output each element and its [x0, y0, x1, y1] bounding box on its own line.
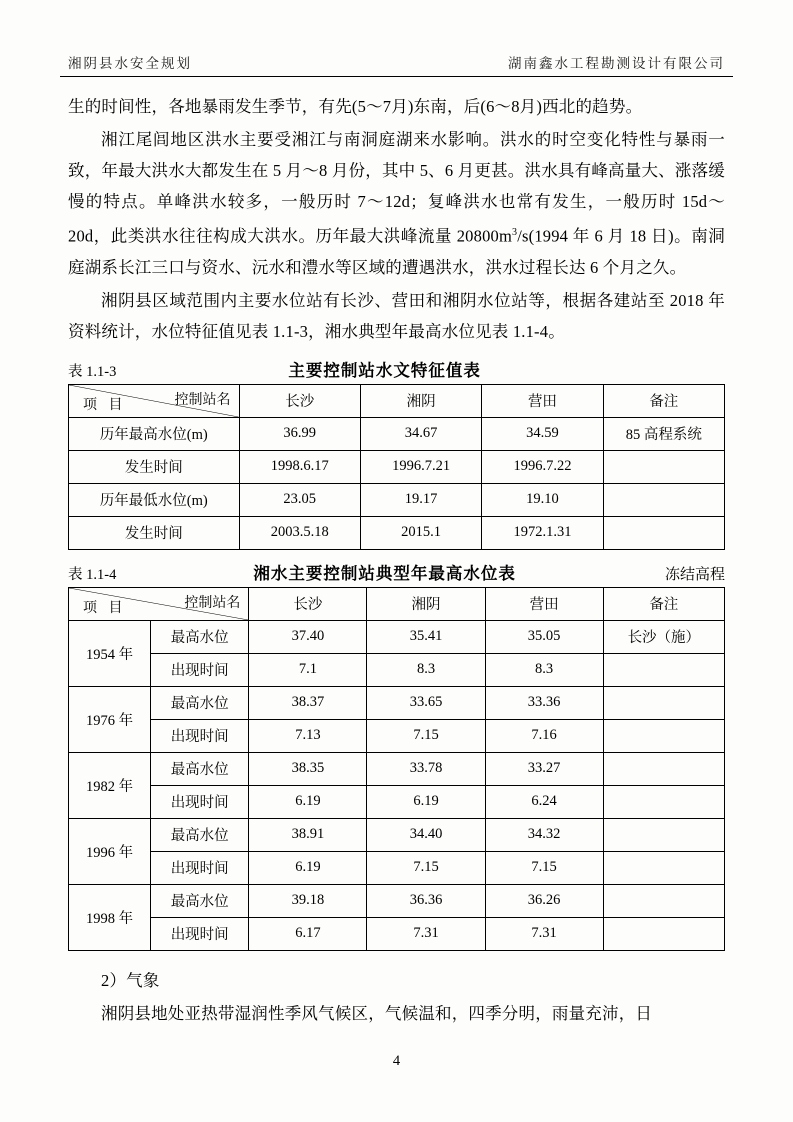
cell: [603, 752, 724, 785]
cell: 1972.1.31: [482, 516, 603, 549]
cell: [603, 818, 724, 851]
table-1-1-3-corner-header: [69, 384, 240, 417]
cell: 6.19: [249, 785, 367, 818]
paragraph-2-post: /s(1994 年 6 月 18 日)。南洞庭湖系长江三口与资水、沅水和澧水等区域的遭遇洪水，洪水过程长达 6 个月之久。: [68, 226, 725, 277]
cell: 34.32: [485, 818, 603, 851]
row-label: 最高水位: [151, 884, 249, 917]
table-1-1-3-title: 主要控制站水文特征值表: [288, 360, 481, 380]
corner-bottom-label: 项 目: [83, 397, 127, 413]
cell: [603, 917, 724, 950]
year-label: 1982 年: [69, 752, 151, 818]
table-1-1-4-title: 湘水主要控制站典型年最高水位表: [253, 563, 516, 583]
cell: [603, 785, 724, 818]
paragraph-3: 湘阴县区域范围内主要水位站有长沙、营田和湘阴水位站等，根据各建站至 2018 年资料统计，水位特征值见表 1.1-3，湘水典型年最高水位见表 1.1-4。: [68, 290, 725, 341]
cell: 1996.7.21: [360, 450, 481, 483]
table-1-1-4-corner-header: [69, 587, 249, 620]
row-label: 出现时间: [151, 653, 249, 686]
cell: [603, 851, 724, 884]
table-row: [69, 587, 725, 620]
table-1-1-4-number: 表 1.1-4: [68, 566, 117, 583]
cell: 6.24: [485, 785, 603, 818]
table-1-1-4-col-header-3: 营田: [485, 587, 603, 620]
row-label: 发生时间: [69, 516, 240, 549]
year-label: 1996 年: [69, 818, 151, 884]
cell: 23.05: [239, 483, 360, 516]
table-1-1-4-col-header-4: 备注: [603, 587, 724, 620]
table-row: [69, 851, 725, 884]
cell: 38.91: [249, 818, 367, 851]
cell: 36.26: [485, 884, 603, 917]
row-label: 出现时间: [151, 851, 249, 884]
cell: 36.99: [239, 417, 360, 450]
corner-bottom-label: 项 目: [83, 600, 127, 616]
header-left-text: 湘阴县水安全规划: [68, 56, 192, 71]
table-1-1-4-caption: [68, 560, 725, 584]
paragraph-1: 生的时间性，各地暴雨发生季节，有先(5～7月)东南，后(6～8月)西北的趋势。: [68, 97, 643, 116]
row-label: 历年最高水位(m): [69, 417, 240, 450]
table-1-1-3-col-header-2: 湘阴: [360, 384, 481, 417]
paragraph-2-pre: 湘江尾闾地区洪水主要受湘江与南洞庭湖来水影响。洪水的时空变化特性与暴雨一致，年最大洪水大都发生在 5 月～8 月份，其中 5、6 月更甚。洪水具有峰高量大、涨落缓慢的特点。单峰洪水较多，一般历时 7～12d；复峰洪水也常有发生，一般历时 15d～20d，此类洪水往往构成大洪水。历年最大洪峰流量 20800m: [68, 130, 725, 246]
cell: 35.05: [485, 620, 603, 653]
table-1-1-3-col-header-4: 备注: [603, 384, 724, 417]
table-1-1-4: [68, 587, 725, 951]
table-row: [69, 884, 725, 917]
row-label: 历年最低水位(m): [69, 483, 240, 516]
table-row: [69, 785, 725, 818]
year-label: 1998 年: [69, 884, 151, 950]
paragraph-2: [68, 124, 725, 283]
cell: [603, 884, 724, 917]
table-row: [69, 917, 725, 950]
row-label: 出现时间: [151, 785, 249, 818]
cell: 7.1: [249, 653, 367, 686]
corner-top-label: 控制站名: [174, 392, 231, 408]
section-heading-qixiang: 2）气象: [101, 970, 160, 990]
cell: 6.19: [367, 785, 485, 818]
cell: 33.65: [367, 686, 485, 719]
row-label: 最高水位: [151, 620, 249, 653]
cell: 33.36: [485, 686, 603, 719]
corner-top-label: 控制站名: [184, 595, 241, 611]
cell: 19.17: [360, 483, 481, 516]
cell: 6.17: [249, 917, 367, 950]
cell: 7.13: [249, 719, 367, 752]
table-row: [69, 818, 725, 851]
row-label: 最高水位: [151, 752, 249, 785]
table-row: [69, 450, 725, 483]
paragraph-2-superscript: 3: [512, 227, 518, 238]
cell: 37.40: [249, 620, 367, 653]
cell: 34.40: [367, 818, 485, 851]
table-1-1-4-col-header-1: 长沙: [249, 587, 367, 620]
cell: 7.15: [367, 719, 485, 752]
cell: 36.36: [367, 884, 485, 917]
table-row: [69, 653, 725, 686]
table-1-1-3-col-header-3: 营田: [482, 384, 603, 417]
cell: 8.3: [485, 653, 603, 686]
row-label: 出现时间: [151, 719, 249, 752]
cell: 38.35: [249, 752, 367, 785]
cell: [603, 653, 724, 686]
table-row: [69, 719, 725, 752]
cell: 34.59: [482, 417, 603, 450]
cell: [603, 516, 724, 549]
cell: [603, 483, 724, 516]
cell: 19.10: [482, 483, 603, 516]
table-row: [69, 384, 725, 417]
year-label: 1976 年: [69, 686, 151, 752]
table-1-1-3: [68, 384, 725, 550]
cell: 2015.1: [360, 516, 481, 549]
table-1-1-3-caption: [68, 357, 725, 381]
cell: 34.67: [360, 417, 481, 450]
page-number: 4: [392, 1053, 401, 1069]
page-content: [60, 91, 733, 1029]
cell: 长沙（施）: [603, 620, 724, 653]
table-row: [69, 620, 725, 653]
cell: 6.19: [249, 851, 367, 884]
row-label: 最高水位: [151, 818, 249, 851]
page-header: [60, 52, 733, 76]
cell: 39.18: [249, 884, 367, 917]
cell: 2003.5.18: [239, 516, 360, 549]
cell: 38.37: [249, 686, 367, 719]
cell: 7.15: [367, 851, 485, 884]
table-row: [69, 417, 725, 450]
table-row: [69, 516, 725, 549]
cell: 7.15: [485, 851, 603, 884]
header-right-text: 湖南鑫水工程勘测设计有限公司: [508, 56, 725, 71]
cell: 7.31: [485, 917, 603, 950]
table-1-1-3-col-header-1: 长沙: [239, 384, 360, 417]
cell: 33.27: [485, 752, 603, 785]
cell: 35.41: [367, 620, 485, 653]
table-1-1-4-col-header-2: 湘阴: [367, 587, 485, 620]
row-label: 最高水位: [151, 686, 249, 719]
table-1-1-4-caption-right: 冻结高程: [664, 566, 725, 583]
paragraph-4: 湘阴县地处亚热带湿润性季风气候区，气候温和，四季分明，雨量充沛，日: [101, 1003, 653, 1023]
cell: 7.16: [485, 719, 603, 752]
cell: 8.3: [367, 653, 485, 686]
year-label: 1954 年: [69, 620, 151, 686]
table-row: [69, 483, 725, 516]
cell: 1998.6.17: [239, 450, 360, 483]
cell: 33.78: [367, 752, 485, 785]
cell: [603, 686, 724, 719]
row-label: 出现时间: [151, 917, 249, 950]
table-row: [69, 752, 725, 785]
table-1-1-3-number: 表 1.1-3: [68, 363, 117, 380]
table-row: [69, 686, 725, 719]
cell: 7.31: [367, 917, 485, 950]
cell: 85 高程系统: [603, 417, 724, 450]
cell: 1996.7.22: [482, 450, 603, 483]
cell: [603, 719, 724, 752]
header-divider: [60, 76, 733, 77]
cell: [603, 450, 724, 483]
row-label: 发生时间: [69, 450, 240, 483]
